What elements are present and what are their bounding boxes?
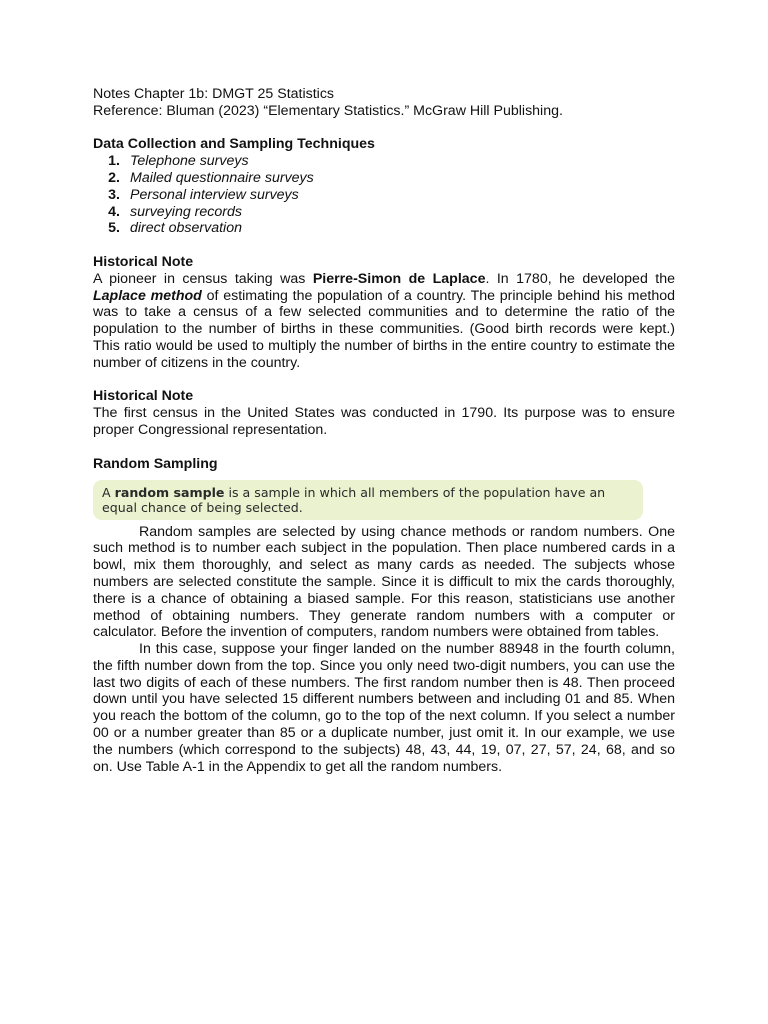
definition-box [93, 480, 643, 519]
random-sampling-heading: Random Sampling [93, 455, 218, 472]
list-text: Telephone surveys [130, 153, 249, 170]
list-item [93, 204, 675, 221]
document-title: Notes Chapter 1b: DMGT 25 Statistics [93, 86, 335, 102]
list-text: surveying records [130, 203, 242, 220]
list-number: 1. [108, 153, 120, 170]
list-text: Personal interview surveys [130, 186, 299, 203]
sampling-techniques-list [93, 153, 675, 237]
list-item [93, 153, 675, 170]
definition-term: random sample [114, 485, 225, 501]
list-item [93, 170, 675, 187]
list-text: Mailed questionnaire surveys [130, 169, 314, 186]
list-number: 4. [108, 203, 120, 220]
historical-note-heading: Historical Note [93, 253, 194, 270]
list-item [93, 220, 675, 237]
laplace-name: Pierre-Simon de Laplace [312, 270, 486, 287]
text-run: is a sample in which all members of the population have an equal chance of being selected. [102, 485, 606, 515]
laplace-method-term: Laplace method [93, 287, 202, 304]
random-sampling-paragraph-1: Random samples are selected by using chance methods or random numbers. One such method is to number each subject in the population. Then place numbered cards in a bowl, mix them thoroughly, and select as many cards as needed. The subjects whose numbers are selected constitute the sample. Since it is difficult to mix the cards thoroughly, there is a chance of obtaining a biased sample. For this reason, statisticians use another method of obtaining numbers. They generate random numbers with a computer or calculator. Before the invention of computers, random numbers were obtained from tables. [93, 523, 675, 641]
text-run: of estimating the population of a country. The principle behind his method was to take a census of a few selected communities and to determine the ratio of the population to the number of births in these communities. (Good birth records were kept.) This ratio would be used to multiply the number of births in the entire country to estimate the number of citizens in the country. [93, 287, 675, 371]
spacer [93, 439, 675, 456]
historical-note-2-heading: Historical Note [93, 388, 194, 405]
historical-note-paragraph [93, 271, 675, 372]
data-collection-heading: Data Collection and Sampling Techniques [93, 136, 375, 153]
text-run: . In 1780, he developed the [485, 270, 676, 287]
historical-note-2-paragraph: The first census in the United States was conducted in 1790. Its purpose was to ensure proper Congressional representation. [93, 405, 675, 438]
list-item [93, 187, 675, 204]
list-number: 5. [108, 220, 120, 237]
document-page [93, 86, 675, 775]
spacer [93, 237, 675, 254]
spacer [93, 372, 675, 389]
text-run: A [102, 485, 115, 501]
list-number: 3. [108, 186, 120, 203]
random-sampling-paragraph-2: In this case, suppose your finger landed on the number 88948 in the fourth column, the fifth number down from the top. Since you only need two-digit numbers, you can use the last two digits of each of these numbers. The first random number then is 48. Then proceed down until you have selected 15 different numbers between and including 01 and 85. When you reach the bottom of the column, go to the top of the next column. If you select a number 00 or a number greater than 85 or a duplicate number, just omit it. In our example, we use the numbers (which correspond to the subjects) 48, 43, 44, 19, 07, 27, 57, 24, 68, and so on. Use Table A‑1 in the Appendix to get all the random numbers. [93, 641, 675, 775]
list-number: 2. [108, 169, 120, 186]
list-text: direct observation [130, 220, 242, 237]
text-run: A pioneer in census taking was [93, 270, 313, 287]
reference-line: Reference: Bluman (2023) “Elementary Statistics.” McGraw Hill Publishing. [93, 102, 563, 119]
spacer [93, 120, 675, 137]
